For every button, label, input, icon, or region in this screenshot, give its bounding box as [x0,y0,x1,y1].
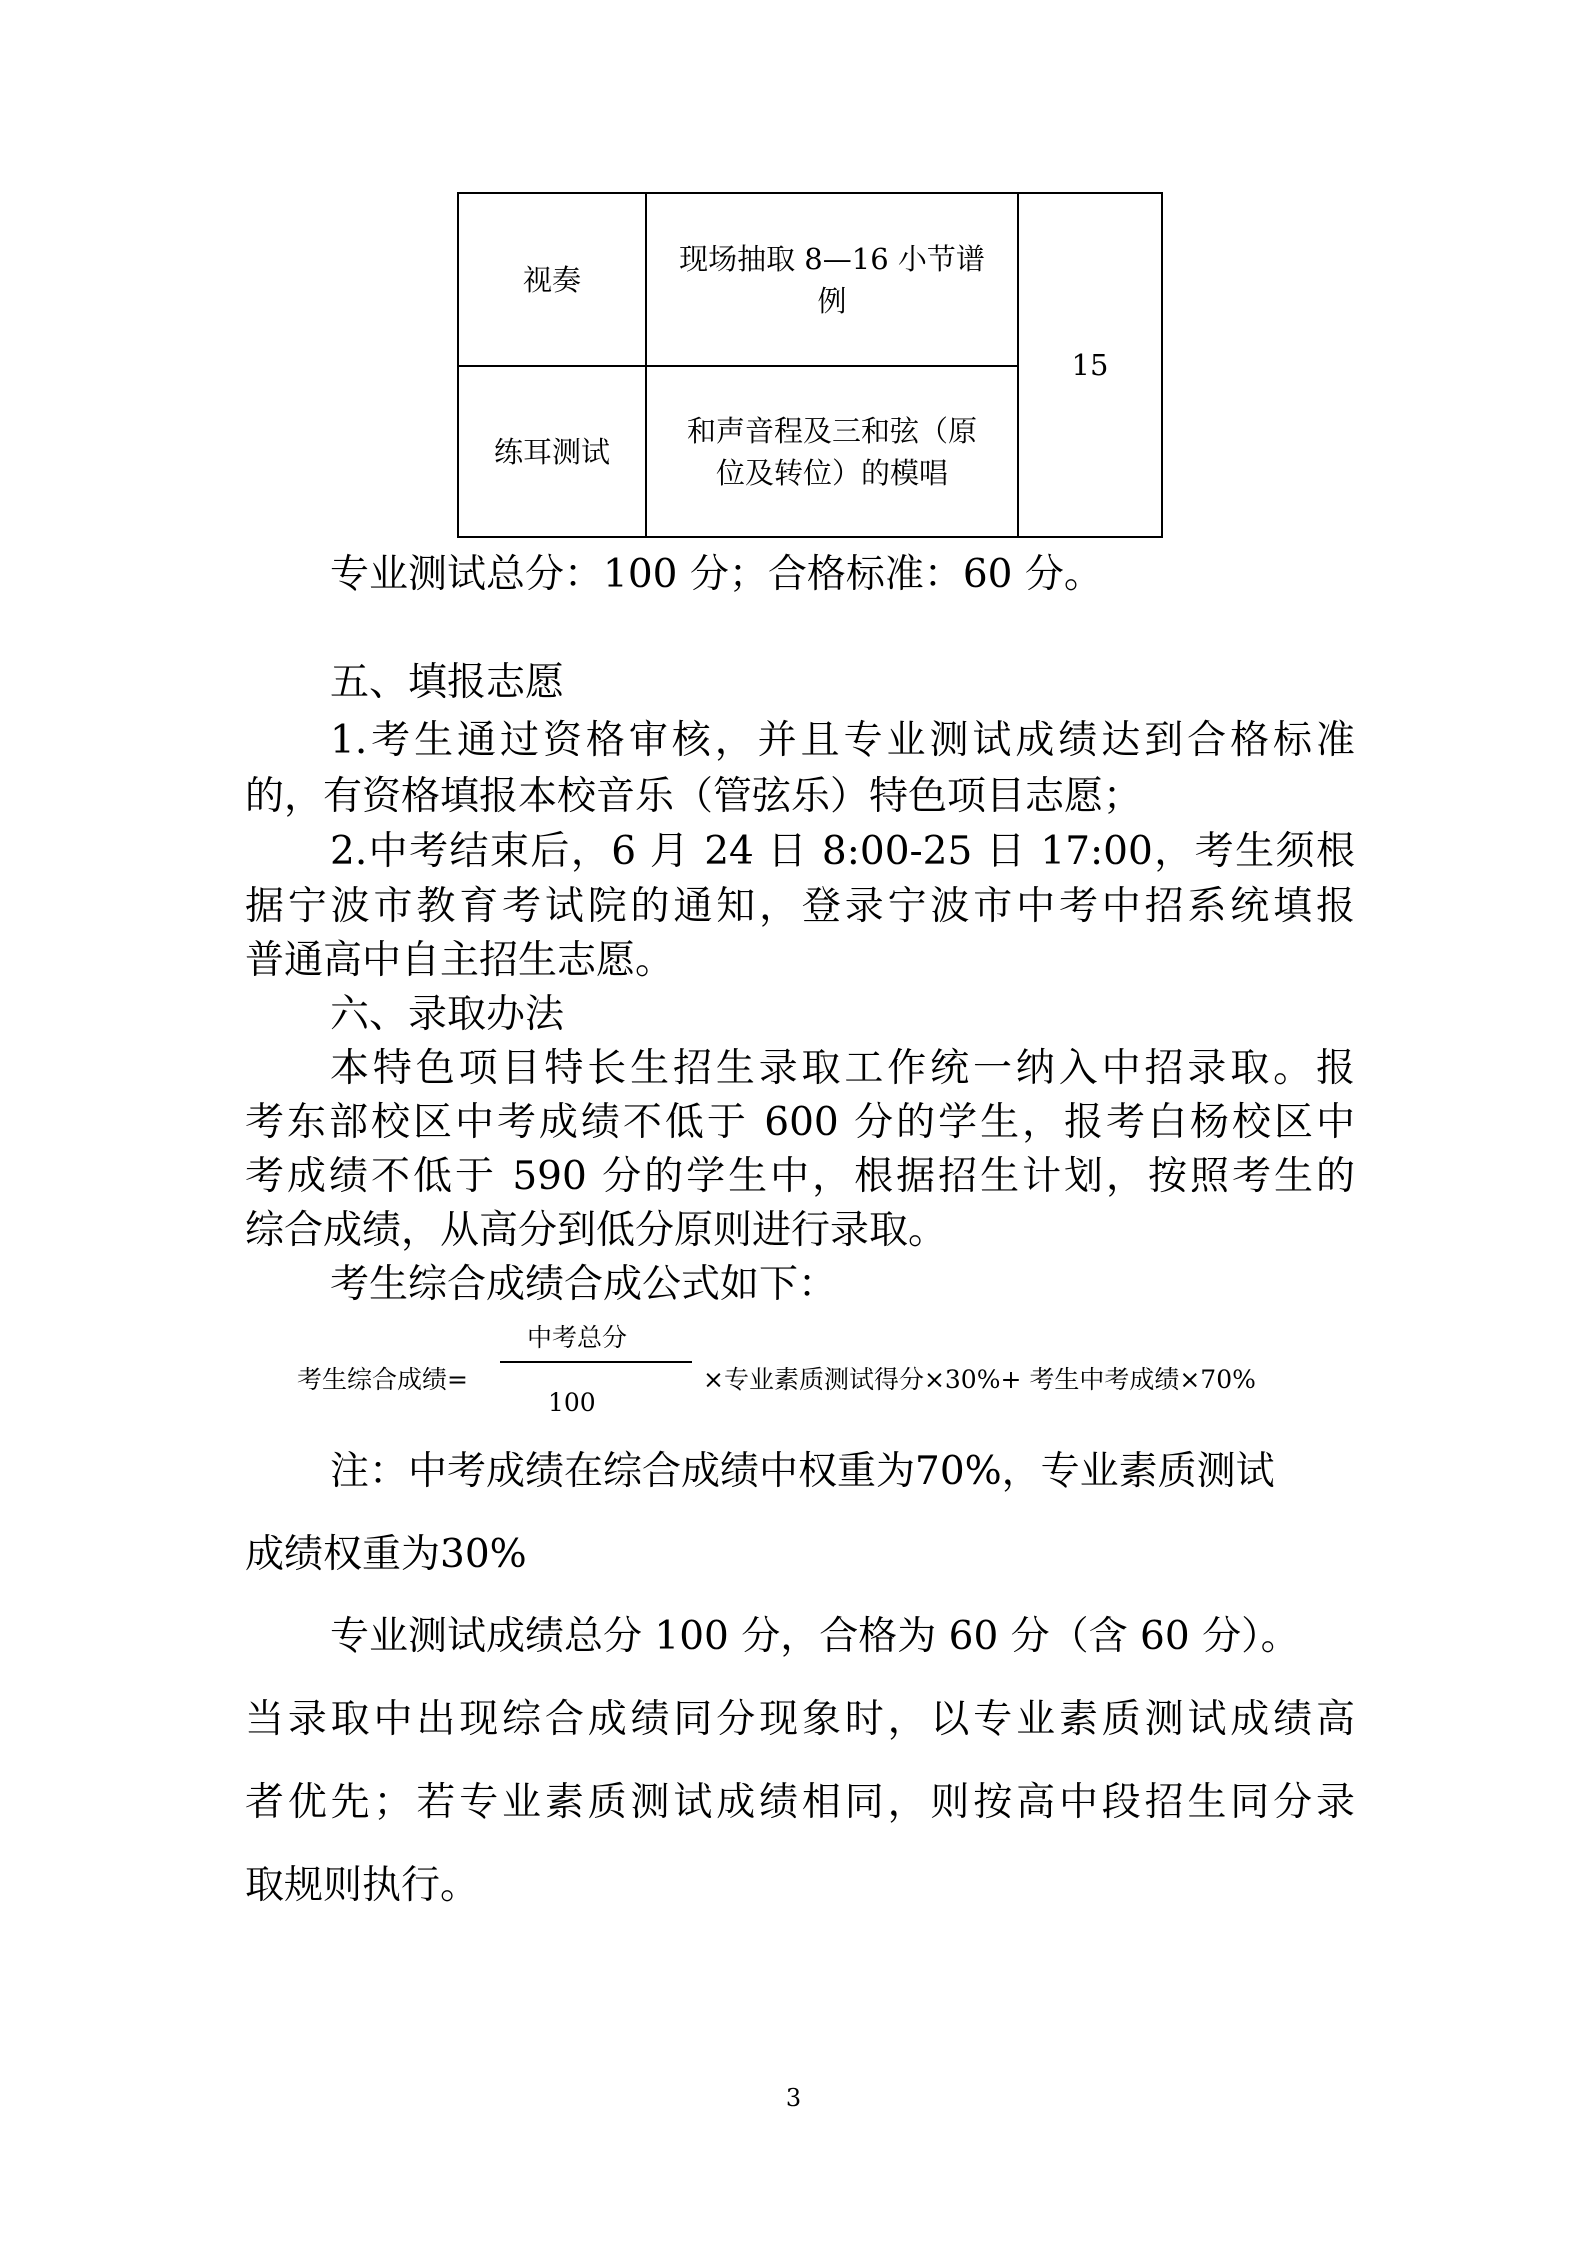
table-cell-item: 视奏 [458,193,646,366]
paragraph-line: 的，有资格填报本校音乐（管弦乐）特色项目志愿； [245,774,1143,819]
paragraph-line: 本特色项目特长生招生录取工作统一纳入中招录取。报 [330,1046,1355,1091]
paragraph-line: 者优先；若专业素质测试成绩相同，则按高中段招生同分录 [245,1780,1355,1825]
paragraph-line: 1.考生通过资格审核，并且专业测试成绩达到合格标准 [330,718,1355,763]
fraction-bar [500,1361,692,1363]
table-cell-item: 练耳测试 [458,366,646,537]
paragraph-line: 专业测试成绩总分 100 分，合格为 60 分（含 60 分）。 [330,1614,1300,1659]
table-cell-score: 15 [1018,193,1162,537]
formula-numerator: 中考总分 [527,1323,628,1352]
content-line: 和声音程及三和弦（原 [686,413,977,448]
paragraph-line: 2.中考结束后，6 月 24 日 8:00-25 日 17:00，考生须根 [330,829,1355,874]
formula-right: ×专业素质测试得分×30%+ 考生中考成绩×70% [703,1365,1256,1394]
note-line: 成绩权重为30% [245,1532,527,1577]
paragraph-line: 普通高中自主招生志愿。 [245,938,675,983]
paragraph-line: 取规则执行。 [245,1863,480,1908]
formula-denominator: 100 [548,1388,596,1417]
table-cell-content [646,193,1018,366]
exam-table [457,192,1163,538]
paragraph-line: 考东部校区中考成绩不低于 600 分的学生，报考白杨校区中 [245,1100,1355,1145]
paragraph-line: 当录取中出现综合成绩同分现象时，以专业素质测试成绩高 [245,1697,1355,1742]
table-cell-content [646,366,1018,537]
paragraph-line: 考成绩不低于 590 分的学生中，根据招生计划，按照考生的 [245,1154,1355,1199]
paragraph-line: 考生综合成绩合成公式如下： [330,1262,838,1307]
section-6-title: 六、录取办法 [330,992,565,1037]
table-row [458,193,1162,366]
paragraph-line: 据宁波市教育考试院的通知，登录宁波市中考中招系统填报 [245,884,1355,929]
score-formula [0,1318,1587,1428]
content-line: 例 [817,283,847,318]
total-score-note: 专业测试总分：100 分；合格标准：60 分。 [330,552,1103,597]
content-line: 现场抽取 8—16 小节谱 [679,241,985,276]
section-5-title: 五、填报志愿 [330,660,565,705]
formula-left: 考生综合成绩= [297,1365,468,1394]
page-number: 3 [785,2084,802,2112]
paragraph-line: 综合成绩，从高分到低分原则进行录取。 [245,1208,948,1253]
content-line: 位及转位）的模唱 [715,455,948,490]
note-line: 注：中考成绩在综合成绩中权重为70%，专业素质测试 [330,1449,1275,1494]
